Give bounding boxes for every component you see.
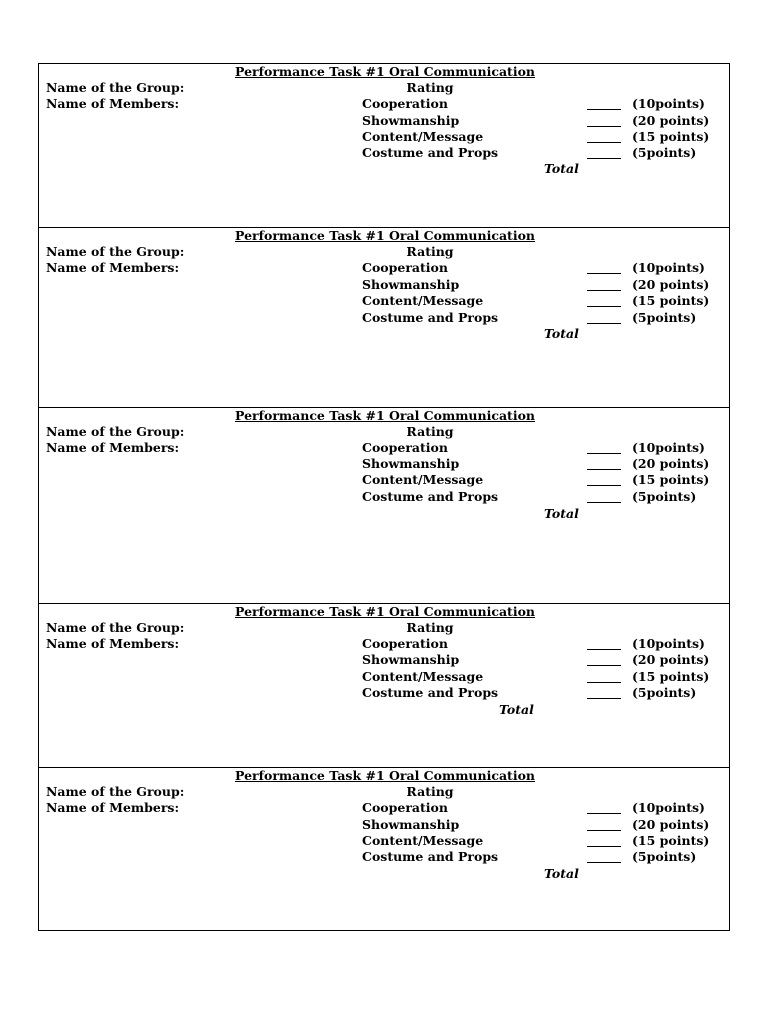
criterion-points: (20 points) xyxy=(632,113,710,128)
group-name-label: Name of the Group: xyxy=(46,620,185,635)
rating-sheet xyxy=(38,63,730,931)
total-label: Total xyxy=(544,326,579,341)
members-label: Name of Members: xyxy=(46,440,180,455)
criterion-points: (10points) xyxy=(632,800,705,815)
criterion-row xyxy=(362,652,710,669)
score-blank xyxy=(587,306,621,307)
rating-heading: Rating xyxy=(406,80,454,95)
criterion-row xyxy=(362,849,702,866)
form-title: Performance Task #1 Oral Communication xyxy=(235,604,536,619)
criterion-row xyxy=(362,145,702,162)
score-blank xyxy=(587,682,621,683)
score-blank xyxy=(587,502,621,503)
criterion-points: (15 points) xyxy=(632,669,710,684)
criterion-points: (5points) xyxy=(632,310,697,325)
members-label: Name of Members: xyxy=(46,260,180,275)
score-blank xyxy=(587,323,621,324)
criterion-name: Showmanship xyxy=(362,113,460,128)
criterion-points: (15 points) xyxy=(632,472,710,487)
criterion-row xyxy=(362,310,702,327)
criterion-points: (20 points) xyxy=(632,652,710,667)
group-name-label: Name of the Group: xyxy=(46,244,185,259)
criterion-name: Content/Message xyxy=(362,833,484,848)
score-blank xyxy=(587,862,621,863)
criterion-row xyxy=(362,129,710,146)
criterion-name: Showmanship xyxy=(362,456,460,471)
criterion-row xyxy=(362,456,710,473)
criterion-row xyxy=(362,277,710,294)
rating-form-card xyxy=(39,228,729,408)
group-name-label: Name of the Group: xyxy=(46,80,185,95)
criterion-row xyxy=(362,817,710,834)
rating-heading: Rating xyxy=(406,784,454,799)
criterion-row xyxy=(362,669,710,686)
criterion-name: Showmanship xyxy=(362,817,460,832)
criterion-points: (5points) xyxy=(632,145,697,160)
criterion-points: (10points) xyxy=(632,636,705,651)
criterion-row xyxy=(362,833,710,850)
score-blank xyxy=(587,453,621,454)
criterion-name: Costume and Props xyxy=(362,145,499,160)
criterion-points: (10points) xyxy=(632,96,705,111)
criterion-name: Cooperation xyxy=(362,440,448,455)
criterion-points: (15 points) xyxy=(632,833,710,848)
criterion-name: Content/Message xyxy=(362,472,484,487)
criterion-name: Cooperation xyxy=(362,96,448,111)
members-label: Name of Members: xyxy=(46,96,180,111)
score-blank xyxy=(587,109,621,110)
score-blank xyxy=(587,813,621,814)
score-blank xyxy=(587,469,621,470)
criterion-name: Content/Message xyxy=(362,129,484,144)
group-name-label: Name of the Group: xyxy=(46,784,185,799)
criterion-points: (15 points) xyxy=(632,129,710,144)
criterion-points: (20 points) xyxy=(632,817,710,832)
score-blank xyxy=(587,698,621,699)
group-name-label: Name of the Group: xyxy=(46,424,185,439)
criterion-name: Costume and Props xyxy=(362,310,499,325)
criterion-row xyxy=(362,636,705,653)
criterion-row xyxy=(362,96,705,113)
score-blank xyxy=(587,649,621,650)
form-title: Performance Task #1 Oral Communication xyxy=(235,228,536,243)
score-blank xyxy=(587,665,621,666)
form-title: Performance Task #1 Oral Communication xyxy=(235,64,536,79)
criterion-name: Cooperation xyxy=(362,800,448,815)
score-blank xyxy=(587,126,621,127)
form-title: Performance Task #1 Oral Communication xyxy=(235,408,536,423)
rating-heading: Rating xyxy=(406,244,454,259)
criterion-points: (10points) xyxy=(632,260,705,275)
criterion-row xyxy=(362,800,705,817)
total-label: Total xyxy=(499,702,534,717)
score-blank xyxy=(587,485,621,486)
criterion-name: Content/Message xyxy=(362,669,484,684)
criterion-points: (10points) xyxy=(632,440,705,455)
criterion-name: Costume and Props xyxy=(362,489,499,504)
rating-form-card xyxy=(39,408,729,604)
criterion-name: Cooperation xyxy=(362,636,448,651)
rating-heading: Rating xyxy=(406,424,454,439)
members-label: Name of Members: xyxy=(46,800,180,815)
total-label: Total xyxy=(544,161,579,176)
criterion-row xyxy=(362,260,705,277)
rating-heading: Rating xyxy=(406,620,454,635)
criterion-name: Cooperation xyxy=(362,260,448,275)
criterion-name: Content/Message xyxy=(362,293,484,308)
criterion-name: Costume and Props xyxy=(362,685,499,700)
criterion-name: Showmanship xyxy=(362,277,460,292)
score-blank xyxy=(587,142,621,143)
score-blank xyxy=(587,846,621,847)
total-label: Total xyxy=(544,506,579,521)
criterion-points: (15 points) xyxy=(632,293,710,308)
rating-form-card xyxy=(39,64,729,228)
score-blank xyxy=(587,290,621,291)
criterion-row xyxy=(362,440,705,457)
score-blank xyxy=(587,273,621,274)
form-title: Performance Task #1 Oral Communication xyxy=(235,768,536,783)
criterion-points: (5points) xyxy=(632,685,697,700)
criterion-row xyxy=(362,472,710,489)
criterion-row xyxy=(362,113,710,130)
score-blank xyxy=(587,830,621,831)
rating-form-card xyxy=(39,768,729,930)
criterion-row xyxy=(362,685,702,702)
members-label: Name of Members: xyxy=(46,636,180,651)
score-blank xyxy=(587,158,621,159)
criterion-points: (5points) xyxy=(632,849,697,864)
criterion-row xyxy=(362,489,702,506)
criterion-points: (20 points) xyxy=(632,456,710,471)
criterion-points: (5points) xyxy=(632,489,697,504)
rating-form-card xyxy=(39,604,729,768)
criterion-name: Showmanship xyxy=(362,652,460,667)
criterion-points: (20 points) xyxy=(632,277,710,292)
total-label: Total xyxy=(544,866,579,881)
criterion-name: Costume and Props xyxy=(362,849,499,864)
criterion-row xyxy=(362,293,710,310)
